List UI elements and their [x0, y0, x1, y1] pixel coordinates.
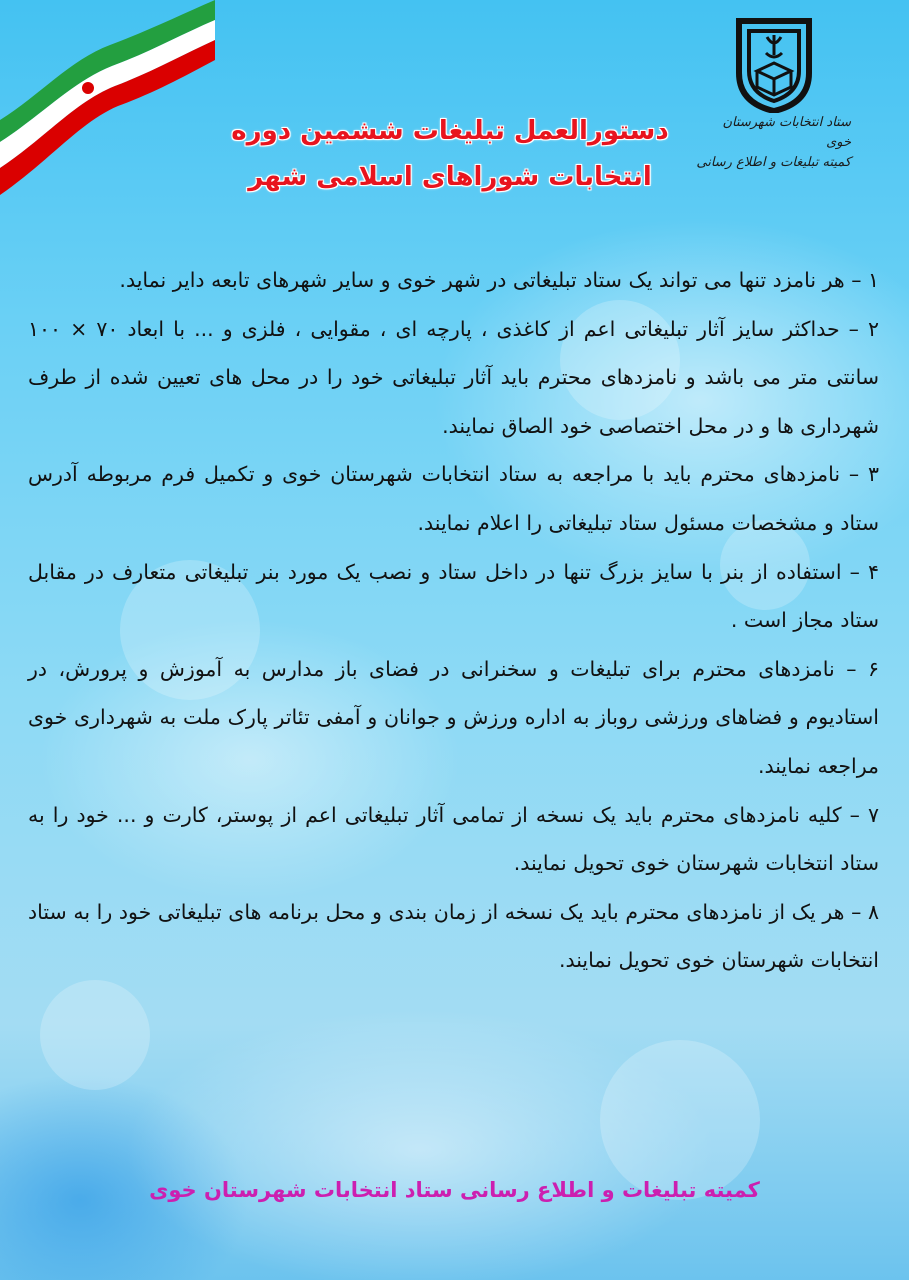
bokeh-light [40, 980, 150, 1090]
title-line-1: دستورالعمل تبلیغات ششمین دوره [231, 116, 669, 146]
title-line-2: انتخابات شوراهای اسلامی شهر [248, 162, 652, 192]
ballot-box-emblem-icon [733, 15, 815, 113]
logo-line-2: کمیته تبلیغات و اطلاع رسانی [696, 155, 851, 170]
rule-item: ۳ – نامزدهای محترم باید با مراجعه به ستاد انتخابات شهرستان خوی و تکمیل فرم مربوطه آدرس ستاد و مشخصات مسئول ستاد تبلیغاتی را اعلام نمایند. [28, 462, 879, 535]
rule-item: ۶ – نامزدهای محترم برای تبلیغات و سخنرانی در فضای باز مدارس به آموزش و پرورش، در استادیوم و فضاهای ورزشی روباز به اداره ورزش و جوانان و آمفی تئاتر پارک ملت به شهرداری خوی مراجعه نمایند. [28, 656, 879, 778]
rules-list [28, 256, 879, 985]
rule-item: ۴ – استفاده از بنر با سایز بزرگ تنها در داخل ستاد و نصب یک مورد بنر تبلیغاتی متعارف در مقابل ستاد مجاز است . [28, 559, 879, 633]
rule-item: ۸ – هر یک از نامزدهای محترم باید یک نسخه از زمان بندی و محل برنامه های تبلیغاتی خود را به ستاد انتخابات شهرستان خوی تحویل نمایند. [28, 899, 879, 973]
rule-item: ۷ – کلیه نامزدهای محترم باید یک نسخه از تمامی آثار تبلیغاتی اعم از پوستر، کارت و ... خود را به ستاد انتخابات شهرستان خوی تحویل نمایند. [28, 802, 879, 876]
footer-signature: کمیته تبلیغات و اطلاع رسانی ستاد انتخابات شهرستان خوی [149, 1178, 760, 1202]
rule-item: ۲ – حداکثر سایز آثار تبلیغاتی اعم از کاغذی ، پارچه ای ، مقوایی ، فلزی و ... با ابعاد ۷۰ × ۱۰۰ سانتی متر می باشد و نامزدهای محترم باید آثار تبلیغاتی خود را در محل های تعیین شده از طرف شهرداری ها و در محل اختصاصی خود الصاق نمایند. [28, 316, 879, 438]
logo-line-1: ستاد انتخابات شهرستان خوی [722, 115, 851, 150]
bokeh-light [600, 1040, 760, 1200]
page-title [180, 108, 720, 200]
rule-item: ۱ – هر نامزد تنها می تواند یک ستاد تبلیغاتی در شهر خوی و سایر شهرهای تابعه دایر نماید. [119, 268, 879, 292]
